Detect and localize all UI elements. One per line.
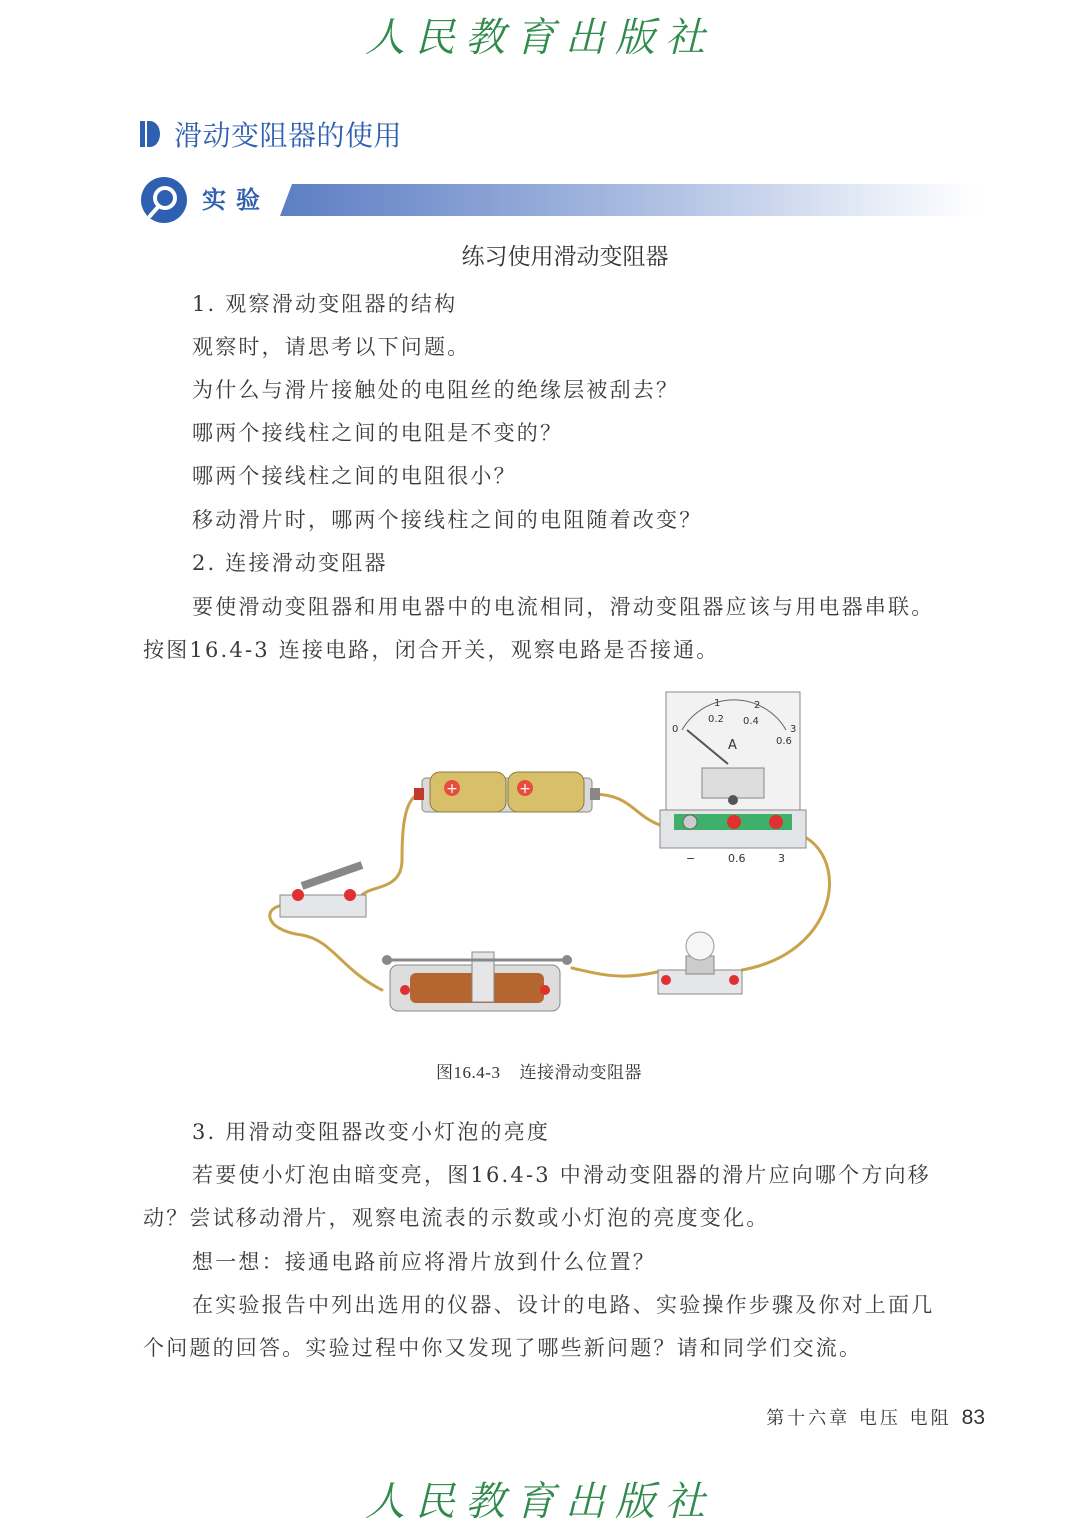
step3-line: 在实验报告中列出选用的仪器、设计的电路、实验操作步骤及你对上面几 <box>192 1293 935 1317</box>
terminal-label: − <box>686 852 696 865</box>
scale-label: 0.4 <box>743 716 759 727</box>
publisher-watermark-top: 人民教育出版社 <box>365 15 715 61</box>
ammeter <box>660 692 806 865</box>
step3-heading: 3. 用滑动变阻器改变小灯泡的亮度 <box>192 1120 551 1144</box>
step3-line: 动？尝试移动滑片，观察电流表的示数或小灯泡的亮度变化。 <box>143 1206 770 1230</box>
scale-label: 3 <box>790 724 797 735</box>
scale-label: 0 <box>672 724 679 735</box>
magnifier-icon <box>140 176 188 224</box>
step1-line: 移动滑片时，哪两个接线柱之间的电阻随着改变？ <box>192 508 703 532</box>
wire <box>362 794 422 895</box>
step1-line: 观察时，请思考以下问题。 <box>192 335 471 359</box>
scale-label: 2 <box>754 700 761 711</box>
step1-line: 哪两个接线柱之间的电阻是不变的？ <box>192 421 564 445</box>
scale-label: 1 <box>714 698 721 709</box>
step2-heading: 2. 连接滑动变阻器 <box>192 551 388 575</box>
step3-line: 若要使小灯泡由暗变亮，图16.4-3 中滑动变阻器的滑片应向哪个方向移 <box>192 1163 931 1187</box>
rheostat <box>382 952 572 1011</box>
section-title: 滑动变阻器的使用 <box>174 119 403 152</box>
step3-line: 个问题的回答。实验过程中你又发现了哪些新问题？请和同学们交流。 <box>143 1336 863 1360</box>
battery-pack <box>414 772 600 812</box>
step2-line: 要使滑动变阻器和用电器中的电流相同，滑动变阻器应该与用电器串联。 <box>192 595 935 619</box>
knife-switch <box>280 865 366 917</box>
wire <box>572 968 657 976</box>
section-marker-icon <box>140 119 160 149</box>
page-number: 83 <box>961 1406 985 1429</box>
step1-heading: 1. 观察滑动变阻器的结构 <box>192 292 458 316</box>
circuit-figure <box>262 690 842 1050</box>
step2-line: 按图16.4-3 连接电路，闭合开关，观察电路是否接通。 <box>143 638 720 662</box>
battery-symbol: + <box>519 781 531 797</box>
scale-label: 0.2 <box>708 714 724 725</box>
step1-line: 为什么与滑片接触处的电阻丝的绝缘层被刮去？ <box>192 378 680 402</box>
chapter-label: 第十六章 电压 电阻 <box>766 1408 952 1429</box>
terminal-label: 3 <box>778 852 785 865</box>
terminal-label: 0.6 <box>728 852 746 865</box>
step1-line: 哪两个接线柱之间的电阻很小？ <box>192 464 517 488</box>
experiment-banner-band <box>280 184 980 216</box>
section-heading <box>140 112 402 156</box>
experiment-label: 实验 <box>202 186 270 214</box>
light-bulb <box>658 932 742 994</box>
wire <box>270 905 382 990</box>
publisher-watermark-bottom: 人民教育出版社 <box>365 1479 715 1525</box>
ammeter-dial-letter: A <box>728 738 737 753</box>
step3-line: 想一想：接通电路前应将滑片放到什么位置？ <box>192 1250 656 1274</box>
page-footer <box>766 1404 985 1430</box>
battery-symbol: + <box>446 781 458 797</box>
experiment-title: 练习使用滑动变阻器 <box>461 244 669 270</box>
figure-caption: 图16.4-3 连接滑动变阻器 <box>436 1063 642 1082</box>
wire <box>742 830 829 970</box>
experiment-banner <box>140 176 980 222</box>
scale-label: 0.6 <box>776 736 792 747</box>
